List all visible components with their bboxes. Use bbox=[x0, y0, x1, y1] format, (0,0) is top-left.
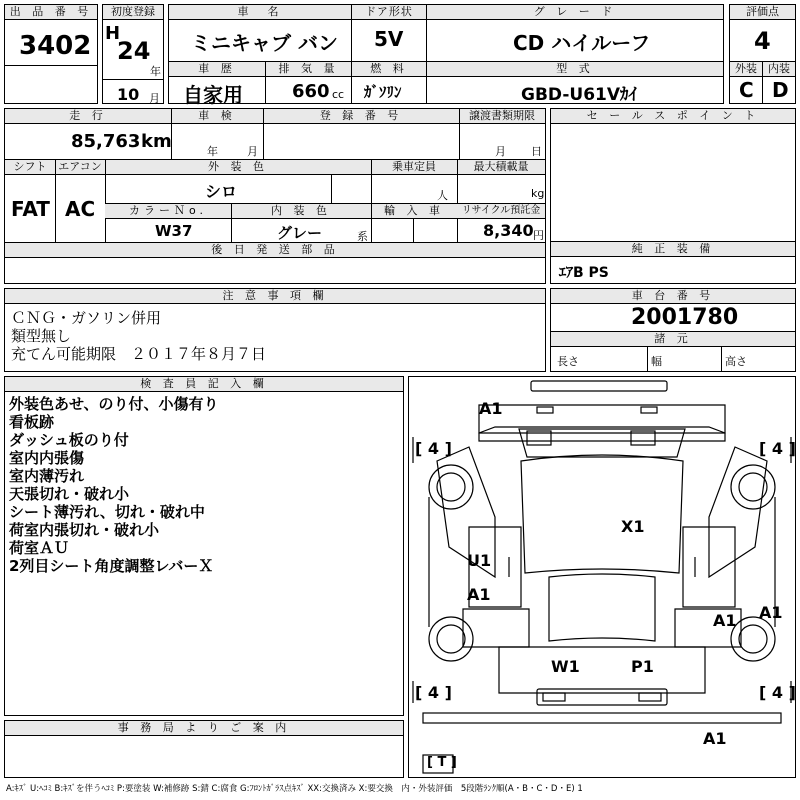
chassis-box bbox=[550, 288, 796, 372]
notes-line-1: ＣＮＧ・ガソリン併用 bbox=[11, 309, 162, 327]
fuel-box bbox=[351, 61, 427, 104]
interior-label: 内装 bbox=[763, 62, 795, 77]
sales-point-box bbox=[550, 108, 796, 242]
import-label: 輸 入 車 bbox=[371, 204, 457, 219]
damage-u1: U1 bbox=[467, 551, 492, 570]
int-color-label: 内 装 色 bbox=[231, 204, 371, 219]
car-outline bbox=[409, 377, 795, 777]
inspector-label: 検 査 員 記 入 欄 bbox=[5, 377, 403, 392]
first-reg-label: 初度登録 bbox=[103, 5, 163, 20]
damage-diagram bbox=[408, 376, 796, 778]
inspector-line-4: 室内内張傷 bbox=[9, 449, 85, 467]
tire-fl: [ 4 ] bbox=[415, 439, 452, 458]
first-reg-month: 10 bbox=[117, 85, 140, 104]
damage-right-a1: A1 bbox=[713, 611, 737, 630]
displacement-unit: cc bbox=[332, 88, 345, 101]
recycle-label: リサイクル預託金 bbox=[457, 204, 545, 219]
inspector-line-7: シート薄汚れ、切れ・破れ中 bbox=[9, 503, 205, 521]
exterior-label: 外装 bbox=[730, 62, 762, 77]
color-no: W37 bbox=[155, 222, 193, 240]
capacity-unit: 人 bbox=[437, 189, 448, 202]
tire-rl-value: 4 bbox=[427, 683, 440, 702]
int-color-suffix: 系 bbox=[357, 230, 368, 243]
car-name-box bbox=[168, 4, 352, 62]
inspection-month-unit: 月 bbox=[247, 145, 258, 158]
reg-no-label: 登 録 番 号 bbox=[263, 109, 459, 124]
notes-label: 注 意 事 項 欄 bbox=[5, 289, 545, 304]
first-reg-box bbox=[102, 4, 164, 104]
history: 自家用 bbox=[183, 83, 243, 107]
displacement-box bbox=[265, 61, 352, 104]
damage-roof-x1: X1 bbox=[621, 517, 645, 536]
interior-box bbox=[762, 61, 796, 104]
max-load-unit: kg bbox=[531, 187, 545, 200]
transfer-day-unit: 日 bbox=[531, 145, 542, 158]
notes-box bbox=[4, 288, 546, 372]
transfer-label: 譲渡書類期限 bbox=[459, 109, 545, 124]
displacement-label: 排 気 量 bbox=[266, 62, 351, 77]
tire-rr-value: 4 bbox=[771, 683, 784, 702]
int-color: グレー bbox=[277, 224, 323, 242]
dims-label: 諸 元 bbox=[551, 331, 795, 347]
inspection-year-unit: 年 bbox=[207, 145, 218, 158]
shift: FAT bbox=[11, 197, 50, 221]
vehicle-info-block bbox=[4, 108, 546, 284]
grade-box bbox=[426, 4, 724, 62]
tire-rl: [ 4 ] bbox=[415, 683, 452, 702]
shift-label: シフト bbox=[5, 160, 55, 175]
damage-front-a1: A1 bbox=[479, 399, 503, 418]
inspector-line-3: ダッシュ板のり付 bbox=[9, 431, 129, 449]
inspector-line-8: 荷室内張切れ・破れ小 bbox=[9, 521, 160, 539]
later-parts-label: 後 日 発 送 部 品 bbox=[5, 243, 545, 258]
transfer-month-unit: 月 bbox=[495, 145, 506, 158]
inspector-line-2: 看板跡 bbox=[9, 413, 55, 431]
damage-left-a1: A1 bbox=[467, 585, 491, 604]
history-box bbox=[168, 61, 266, 107]
inspection-label: 車 検 bbox=[171, 109, 263, 124]
equipment-label: 純 正 装 備 bbox=[551, 242, 795, 257]
ac: AC bbox=[65, 197, 96, 221]
mileage: 85,763 bbox=[71, 131, 141, 152]
color-no-label: カラーＮo. bbox=[105, 204, 231, 219]
chassis-label: 車 台 番 号 bbox=[551, 289, 795, 304]
grade: CD ハイルーフ bbox=[513, 31, 651, 55]
recycle-unit: 円 bbox=[533, 229, 544, 242]
interior-grade: D bbox=[772, 78, 789, 102]
exterior-box bbox=[729, 61, 763, 104]
inspector-line-1: 外装色あせ、のり付、小傷有り bbox=[9, 395, 219, 413]
exterior-grade: C bbox=[739, 78, 754, 102]
mileage-unit: km bbox=[141, 131, 172, 152]
ext-color: シロ bbox=[205, 182, 238, 201]
lot-no-label: 出 品 番 号 bbox=[5, 5, 97, 20]
damage-w1: W1 bbox=[551, 657, 580, 676]
length-label: 長さ bbox=[557, 355, 579, 368]
fuel-label: 燃 料 bbox=[352, 62, 426, 77]
door-box bbox=[351, 4, 427, 62]
equipment-box bbox=[550, 241, 796, 284]
car-name: ミニキャブ バン bbox=[191, 31, 338, 55]
equipment: ｴｱB PS bbox=[559, 265, 609, 281]
model-label: 型 式 bbox=[427, 62, 723, 77]
inspector-line-10: 2列目シート角度調整レバーＸ bbox=[9, 557, 214, 575]
ac-label: エアコン bbox=[55, 160, 105, 175]
tire-fl-value: 4 bbox=[427, 439, 440, 458]
damage-p1: P1 bbox=[631, 657, 654, 676]
mileage-label: 走 行 bbox=[5, 109, 171, 124]
chassis-number: 2001780 bbox=[631, 305, 739, 330]
history-label: 車 歴 bbox=[169, 62, 265, 77]
notes-line-3: 充てん可能期限 ２０１７年８月７日 bbox=[11, 345, 267, 363]
inspector-line-9: 荷室ＡＵ bbox=[9, 539, 70, 557]
width-label: 幅 bbox=[651, 355, 662, 368]
month-unit: 月 bbox=[149, 92, 160, 105]
ext-color-label: 外 装 色 bbox=[105, 160, 371, 175]
door-label: ドア形状 bbox=[352, 5, 426, 20]
first-reg-year: 24 bbox=[117, 37, 151, 65]
model-box bbox=[426, 61, 724, 104]
spare-tire-value: T bbox=[437, 755, 447, 770]
score: 4 bbox=[754, 27, 771, 55]
capacity-label: 乗車定員 bbox=[371, 160, 457, 175]
max-load-label: 最大積載量 bbox=[457, 160, 545, 175]
score-label: 評価点 bbox=[730, 5, 795, 20]
grade-label: グ レ ー ド bbox=[427, 5, 723, 20]
inspector-line-5: 室内薄汚れ bbox=[9, 467, 85, 485]
year-unit: 年 bbox=[150, 65, 161, 78]
height-label: 高さ bbox=[725, 355, 747, 368]
displacement: 660 bbox=[292, 81, 330, 102]
lot-no: 3402 bbox=[19, 31, 92, 61]
recycle: 8,340 bbox=[483, 221, 534, 240]
door-type: 5V bbox=[374, 27, 404, 51]
inspector-box bbox=[4, 376, 404, 716]
tire-fr: [ 4 ] bbox=[759, 439, 796, 458]
score-box bbox=[729, 4, 796, 62]
sales-point-label: セ ー ル ス ポ イ ン ト bbox=[551, 109, 795, 124]
tire-rr: [ 4 ] bbox=[759, 683, 796, 702]
tire-fr-value: 4 bbox=[771, 439, 784, 458]
damage-right-side-a1: A1 bbox=[759, 603, 783, 622]
damage-rear-a1: A1 bbox=[703, 729, 727, 748]
lot-no-box bbox=[4, 4, 98, 104]
office-box bbox=[4, 720, 404, 778]
inspector-line-6: 天張切れ・破れ小 bbox=[9, 485, 130, 503]
fuel: ｶﾞｿﾘﾝ bbox=[364, 83, 402, 101]
model: GBD-U61Vｶｲ bbox=[521, 85, 638, 105]
legend: A:ｷｽﾞ U:ﾍｺﾐ B:ｷｽﾞを伴うﾍｺﾐ P:要塗装 W:補修跡 S:錆 C:腐食 G:ﾌﾛﾝﾄｶﾞﾗｽ点ｷｽﾞ XX:交換済み X:要交換 内・外装評価 5段階ﾗﾝｸ順(A・B・C・D・E) 1 bbox=[6, 784, 583, 794]
office-label: 事 務 局 よ り ご 案 内 bbox=[5, 721, 403, 736]
era: H bbox=[105, 23, 121, 44]
car-name-label: 車 名 bbox=[169, 5, 351, 20]
spare-tire: [ T ] bbox=[427, 755, 457, 770]
notes-line-2: 類型無し bbox=[11, 327, 72, 345]
